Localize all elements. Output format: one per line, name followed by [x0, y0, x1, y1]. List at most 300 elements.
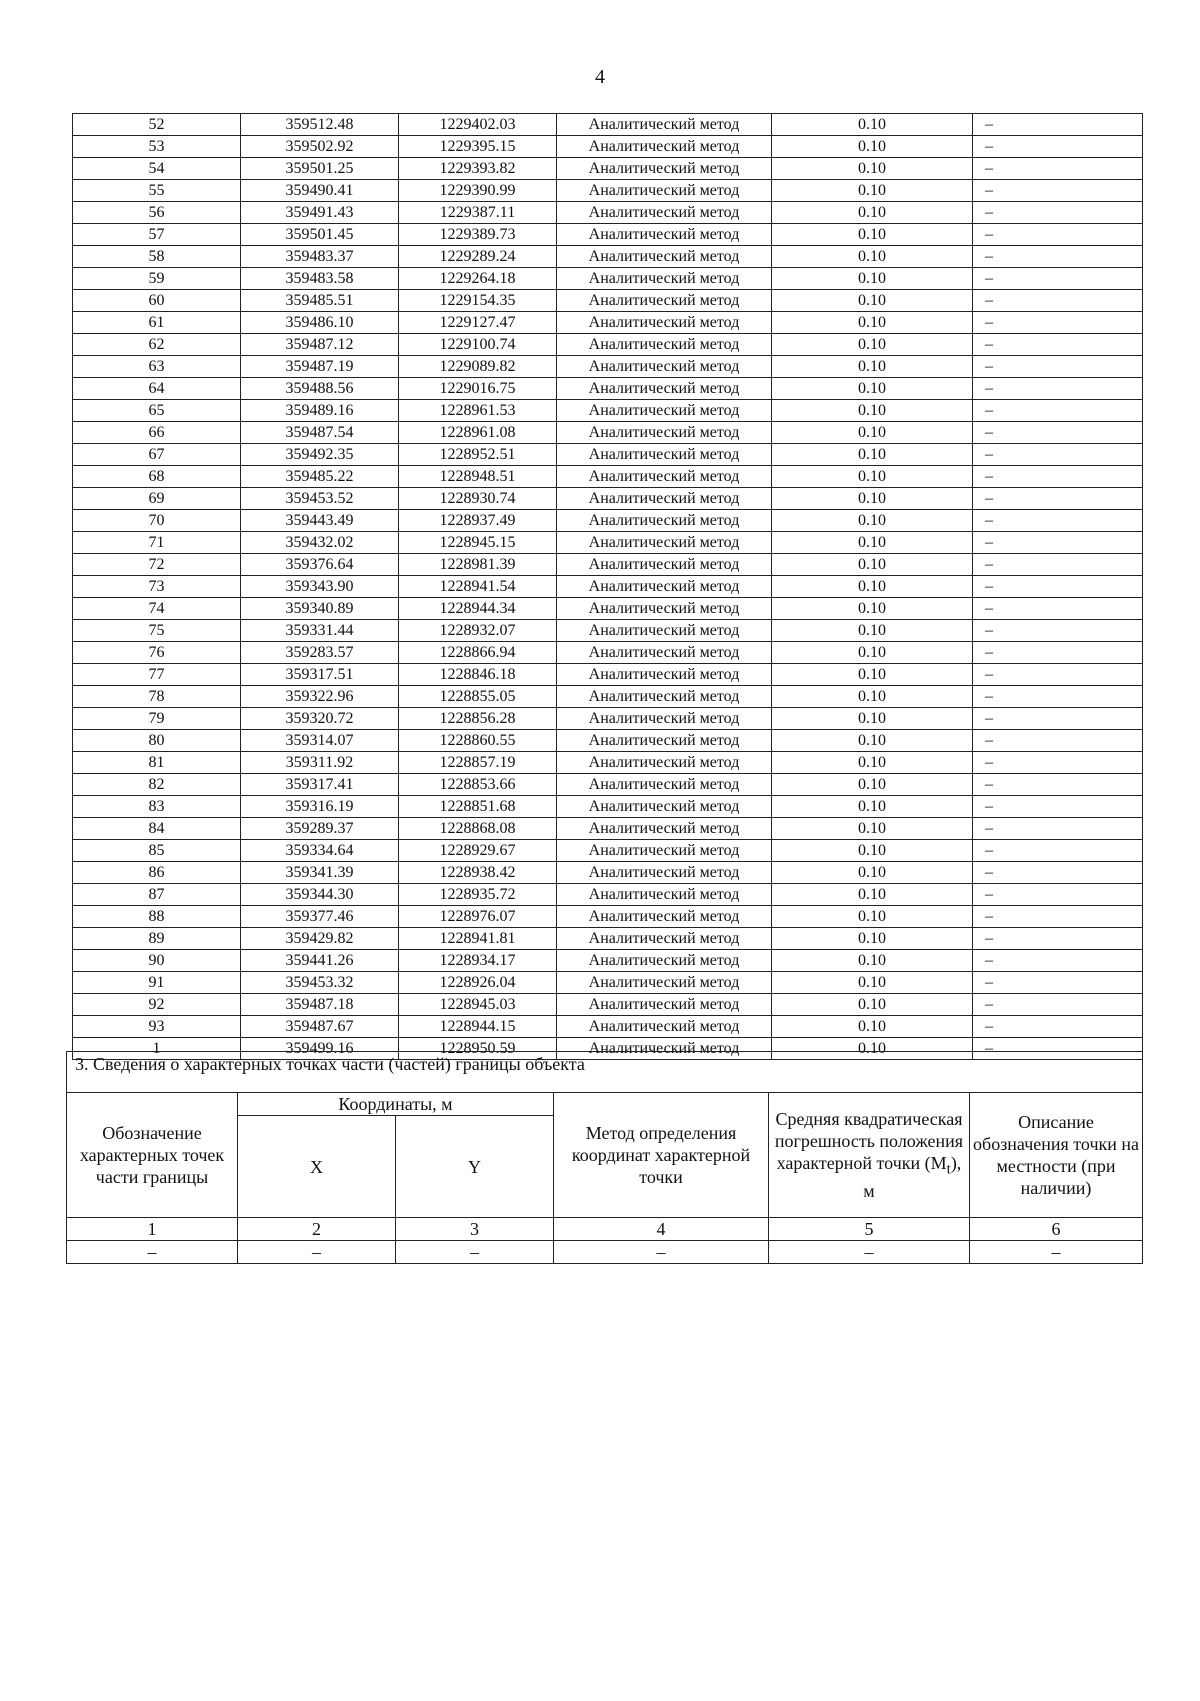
error-cell: 0.10 [772, 796, 973, 818]
x-coordinate-cell: 359492.35 [241, 444, 399, 466]
y-coordinate-cell: 1228866.94 [399, 642, 557, 664]
x-coordinate-cell: 359490.41 [241, 180, 399, 202]
table-row [73, 884, 1143, 906]
table-row [73, 290, 1143, 312]
description-cell: – [973, 1016, 1143, 1038]
table-row [73, 202, 1143, 224]
method-cell: Аналитический метод [557, 620, 772, 642]
point-number-cell: 52 [73, 114, 241, 136]
x-coordinate-cell: 359317.41 [241, 774, 399, 796]
y-coordinate-cell: 1228857.19 [399, 752, 557, 774]
header-coordinates: Координаты, м [238, 1093, 554, 1116]
point-number-cell: 93 [73, 1016, 241, 1038]
table-row [73, 774, 1143, 796]
table-row [73, 378, 1143, 400]
x-coordinate-cell: 359483.37 [241, 246, 399, 268]
y-coordinate-cell: 1229100.74 [399, 334, 557, 356]
point-number-cell: 76 [73, 642, 241, 664]
y-coordinate-cell: 1228846.18 [399, 664, 557, 686]
section3-title: 3. Сведения о характерных точках части (частей) границы объекта [67, 1052, 1143, 1093]
point-number-cell: 91 [73, 972, 241, 994]
method-cell: Аналитический метод [557, 246, 772, 268]
table-row [73, 796, 1143, 818]
method-cell: Аналитический метод [557, 708, 772, 730]
description-cell: – [973, 444, 1143, 466]
x-coordinate-cell: 359483.58 [241, 268, 399, 290]
x-coordinate-cell: 359289.37 [241, 818, 399, 840]
y-coordinate-cell: 1228935.72 [399, 884, 557, 906]
x-coordinate-cell: 359322.96 [241, 686, 399, 708]
description-cell: – [973, 884, 1143, 906]
method-cell: Аналитический метод [557, 862, 772, 884]
column-number: 4 [554, 1218, 769, 1241]
point-number-cell: 57 [73, 224, 241, 246]
y-coordinate-cell: 1228855.05 [399, 686, 557, 708]
y-coordinate-cell: 1229127.47 [399, 312, 557, 334]
point-number-cell: 71 [73, 532, 241, 554]
method-cell: Аналитический метод [557, 686, 772, 708]
point-number-cell: 82 [73, 774, 241, 796]
table-row [73, 224, 1143, 246]
table-row [73, 994, 1143, 1016]
y-coordinate-cell: 1228929.67 [399, 840, 557, 862]
description-cell: – [973, 928, 1143, 950]
method-cell: Аналитический метод [557, 532, 772, 554]
x-coordinate-cell: 359499.16 [241, 1038, 399, 1060]
point-number-cell: 56 [73, 202, 241, 224]
point-number-cell: 66 [73, 422, 241, 444]
table-row [73, 598, 1143, 620]
description-cell: – [973, 114, 1143, 136]
description-cell: – [973, 246, 1143, 268]
y-coordinate-cell: 1228860.55 [399, 730, 557, 752]
error-cell: 0.10 [772, 334, 973, 356]
table-row [73, 488, 1143, 510]
x-coordinate-cell: 359340.89 [241, 598, 399, 620]
description-cell: – [973, 136, 1143, 158]
header-x: X [238, 1116, 396, 1218]
description-cell: – [973, 576, 1143, 598]
header-mt-text: Средняя квадратическая погрешность положения характерной точки (M [774, 1108, 964, 1173]
point-number-cell: 87 [73, 884, 241, 906]
description-cell: – [973, 422, 1143, 444]
x-coordinate-cell: 359453.52 [241, 488, 399, 510]
method-cell: Аналитический метод [557, 576, 772, 598]
point-number-cell: 70 [73, 510, 241, 532]
point-number-cell: 78 [73, 686, 241, 708]
description-cell: – [973, 532, 1143, 554]
description-cell: – [973, 620, 1143, 642]
method-cell: Аналитический метод [557, 730, 772, 752]
x-coordinate-cell: 359487.18 [241, 994, 399, 1016]
header-mean-square-error [769, 1093, 970, 1218]
x-coordinate-cell: 359485.51 [241, 290, 399, 312]
y-coordinate-cell: 1228948.51 [399, 466, 557, 488]
header-mt-subscript: t [946, 1161, 951, 1178]
y-coordinate-cell: 1229387.11 [399, 202, 557, 224]
y-coordinate-cell: 1229389.73 [399, 224, 557, 246]
y-coordinate-cell: 1228937.49 [399, 510, 557, 532]
column-numbers-row [67, 1218, 1143, 1241]
y-coordinate-cell: 1229402.03 [399, 114, 557, 136]
error-cell: 0.10 [772, 1016, 973, 1038]
y-coordinate-cell: 1228944.15 [399, 1016, 557, 1038]
point-number-cell: 67 [73, 444, 241, 466]
y-coordinate-cell: 1228950.59 [399, 1038, 557, 1060]
y-coordinate-cell: 1228961.08 [399, 422, 557, 444]
error-cell: 0.10 [772, 202, 973, 224]
empty-data-row [67, 1241, 1143, 1264]
method-cell: Аналитический метод [557, 356, 772, 378]
method-cell: Аналитический метод [557, 136, 772, 158]
x-coordinate-cell: 359487.54 [241, 422, 399, 444]
description-cell: – [973, 510, 1143, 532]
error-cell: 0.10 [772, 642, 973, 664]
description-cell: – [973, 312, 1143, 334]
method-cell: Аналитический метод [557, 1016, 772, 1038]
error-cell: 0.10 [772, 136, 973, 158]
x-coordinate-cell: 359486.10 [241, 312, 399, 334]
y-coordinate-cell: 1228934.17 [399, 950, 557, 972]
description-cell: – [973, 840, 1143, 862]
table-row [73, 180, 1143, 202]
y-coordinate-cell: 1228868.08 [399, 818, 557, 840]
error-cell: 0.10 [772, 906, 973, 928]
point-number-cell: 59 [73, 268, 241, 290]
description-cell: – [973, 180, 1143, 202]
error-cell: 0.10 [772, 466, 973, 488]
y-coordinate-cell: 1228851.68 [399, 796, 557, 818]
y-coordinate-cell: 1228932.07 [399, 620, 557, 642]
y-coordinate-cell: 1229264.18 [399, 268, 557, 290]
y-coordinate-cell: 1229393.82 [399, 158, 557, 180]
error-cell: 0.10 [772, 884, 973, 906]
description-cell: – [973, 686, 1143, 708]
table-row [73, 818, 1143, 840]
error-cell: 0.10 [772, 686, 973, 708]
method-cell: Аналитический метод [557, 422, 772, 444]
error-cell: 0.10 [772, 422, 973, 444]
header-description: Описание обозначения точки на местности (при наличии) [970, 1093, 1143, 1218]
x-coordinate-cell: 359488.56 [241, 378, 399, 400]
method-cell: Аналитический метод [557, 488, 772, 510]
table-row [73, 576, 1143, 598]
method-cell: Аналитический метод [557, 510, 772, 532]
y-coordinate-cell: 1229016.75 [399, 378, 557, 400]
table-row [73, 400, 1143, 422]
point-number-cell: 58 [73, 246, 241, 268]
page-number: 4 [595, 66, 605, 88]
point-number-cell: 69 [73, 488, 241, 510]
x-coordinate-cell: 359512.48 [241, 114, 399, 136]
error-cell: 0.10 [772, 532, 973, 554]
x-coordinate-cell: 359441.26 [241, 950, 399, 972]
method-cell: Аналитический метод [557, 466, 772, 488]
method-cell: Аналитический метод [557, 994, 772, 1016]
description-cell: – [973, 488, 1143, 510]
method-cell: Аналитический метод [557, 796, 772, 818]
error-cell: 0.10 [772, 554, 973, 576]
table-row [73, 972, 1143, 994]
method-cell: Аналитический метод [557, 180, 772, 202]
table-row [73, 708, 1143, 730]
boundary-points-table [72, 113, 1143, 1060]
method-cell: Аналитический метод [557, 312, 772, 334]
table-row [73, 752, 1143, 774]
column-number: 5 [769, 1218, 970, 1241]
point-number-cell: 54 [73, 158, 241, 180]
y-coordinate-cell: 1228945.03 [399, 994, 557, 1016]
method-cell: Аналитический метод [557, 202, 772, 224]
table-row [73, 444, 1143, 466]
error-cell: 0.10 [772, 774, 973, 796]
description-cell: – [973, 158, 1143, 180]
method-cell: Аналитический метод [557, 158, 772, 180]
description-cell: – [973, 708, 1143, 730]
error-cell: 0.10 [772, 818, 973, 840]
boundary-points-body [73, 114, 1143, 1060]
y-coordinate-cell: 1228941.81 [399, 928, 557, 950]
y-coordinate-cell: 1228981.39 [399, 554, 557, 576]
table-row [73, 510, 1143, 532]
method-cell: Аналитический метод [557, 1038, 772, 1060]
y-coordinate-cell: 1228941.54 [399, 576, 557, 598]
table-row [73, 950, 1143, 972]
error-cell: 0.10 [772, 356, 973, 378]
empty-cell: – [554, 1241, 769, 1264]
point-number-cell: 92 [73, 994, 241, 1016]
point-number-cell: 60 [73, 290, 241, 312]
point-number-cell: 1 [73, 1038, 241, 1060]
y-coordinate-cell: 1228938.42 [399, 862, 557, 884]
table-row [73, 268, 1143, 290]
description-cell: – [973, 906, 1143, 928]
method-cell: Аналитический метод [557, 752, 772, 774]
table-row [73, 686, 1143, 708]
error-cell: 0.10 [772, 598, 973, 620]
y-coordinate-cell: 1229289.24 [399, 246, 557, 268]
description-cell: – [973, 774, 1143, 796]
point-number-cell: 88 [73, 906, 241, 928]
empty-cell: – [769, 1241, 970, 1264]
error-cell: 0.10 [772, 928, 973, 950]
point-number-cell: 89 [73, 928, 241, 950]
column-number: 3 [396, 1218, 554, 1241]
point-number-cell: 75 [73, 620, 241, 642]
table-row [73, 466, 1143, 488]
y-coordinate-cell: 1228856.28 [399, 708, 557, 730]
method-cell: Аналитический метод [557, 598, 772, 620]
error-cell: 0.10 [772, 378, 973, 400]
y-coordinate-cell: 1228930.74 [399, 488, 557, 510]
error-cell: 0.10 [772, 246, 973, 268]
section3-table [66, 1051, 1143, 1264]
point-number-cell: 55 [73, 180, 241, 202]
error-cell: 0.10 [772, 400, 973, 422]
table-row [73, 1016, 1143, 1038]
table-row [73, 642, 1143, 664]
y-coordinate-cell: 1228853.66 [399, 774, 557, 796]
table-row [73, 158, 1143, 180]
error-cell: 0.10 [772, 158, 973, 180]
method-cell: Аналитический метод [557, 972, 772, 994]
error-cell: 0.10 [772, 950, 973, 972]
description-cell: – [973, 642, 1143, 664]
empty-cell: – [67, 1241, 238, 1264]
method-cell: Аналитический метод [557, 444, 772, 466]
point-number-cell: 83 [73, 796, 241, 818]
table-row [73, 356, 1143, 378]
x-coordinate-cell: 359429.82 [241, 928, 399, 950]
table-row [73, 928, 1143, 950]
description-cell: – [973, 752, 1143, 774]
y-coordinate-cell: 1229395.15 [399, 136, 557, 158]
description-cell: – [973, 400, 1143, 422]
table-row [73, 906, 1143, 928]
method-cell: Аналитический метод [557, 950, 772, 972]
x-coordinate-cell: 359376.64 [241, 554, 399, 576]
y-coordinate-cell: 1228944.34 [399, 598, 557, 620]
x-coordinate-cell: 359489.16 [241, 400, 399, 422]
x-coordinate-cell: 359501.25 [241, 158, 399, 180]
description-cell: – [973, 378, 1143, 400]
description-cell: – [973, 202, 1143, 224]
table-row [73, 312, 1143, 334]
error-cell: 0.10 [772, 730, 973, 752]
method-cell: Аналитический метод [557, 664, 772, 686]
method-cell: Аналитический метод [557, 906, 772, 928]
table-row [73, 422, 1143, 444]
error-cell: 0.10 [772, 312, 973, 334]
error-cell: 0.10 [772, 444, 973, 466]
point-number-cell: 80 [73, 730, 241, 752]
point-number-cell: 81 [73, 752, 241, 774]
method-cell: Аналитический метод [557, 554, 772, 576]
table-row [73, 532, 1143, 554]
error-cell: 0.10 [772, 114, 973, 136]
description-cell: – [973, 950, 1143, 972]
error-cell: 0.10 [772, 180, 973, 202]
error-cell: 0.10 [772, 664, 973, 686]
description-cell: – [973, 268, 1143, 290]
point-number-cell: 53 [73, 136, 241, 158]
description-cell: – [973, 598, 1143, 620]
error-cell: 0.10 [772, 840, 973, 862]
description-cell: – [973, 554, 1143, 576]
point-number-cell: 72 [73, 554, 241, 576]
description-cell: – [973, 466, 1143, 488]
x-coordinate-cell: 359283.57 [241, 642, 399, 664]
column-number: 2 [238, 1218, 396, 1241]
point-number-cell: 84 [73, 818, 241, 840]
method-cell: Аналитический метод [557, 642, 772, 664]
table-row [73, 136, 1143, 158]
description-cell: – [973, 862, 1143, 884]
x-coordinate-cell: 359502.92 [241, 136, 399, 158]
error-cell: 0.10 [772, 862, 973, 884]
method-cell: Аналитический метод [557, 884, 772, 906]
y-coordinate-cell: 1228961.53 [399, 400, 557, 422]
method-cell: Аналитический метод [557, 224, 772, 246]
description-cell: – [973, 972, 1143, 994]
x-coordinate-cell: 359485.22 [241, 466, 399, 488]
error-cell: 0.10 [772, 576, 973, 598]
method-cell: Аналитический метод [557, 400, 772, 422]
empty-cell: – [238, 1241, 396, 1264]
description-cell: – [973, 994, 1143, 1016]
x-coordinate-cell: 359331.44 [241, 620, 399, 642]
point-number-cell: 68 [73, 466, 241, 488]
description-cell: – [973, 796, 1143, 818]
point-number-cell: 79 [73, 708, 241, 730]
header-mt-unit: ), м [863, 1152, 962, 1202]
error-cell: 0.10 [772, 224, 973, 246]
description-cell: – [973, 334, 1143, 356]
point-number-cell: 63 [73, 356, 241, 378]
error-cell: 0.10 [772, 752, 973, 774]
y-coordinate-cell: 1229154.35 [399, 290, 557, 312]
header-y: Y [396, 1116, 554, 1218]
table-row [73, 620, 1143, 642]
x-coordinate-cell: 359443.49 [241, 510, 399, 532]
x-coordinate-cell: 359377.46 [241, 906, 399, 928]
method-cell: Аналитический метод [557, 774, 772, 796]
error-cell: 0.10 [772, 1038, 973, 1060]
x-coordinate-cell: 359432.02 [241, 532, 399, 554]
header-method: Метод определения координат характерной точки [554, 1093, 769, 1218]
x-coordinate-cell: 359453.32 [241, 972, 399, 994]
description-cell: – [973, 664, 1143, 686]
x-coordinate-cell: 359501.45 [241, 224, 399, 246]
error-cell: 0.10 [772, 488, 973, 510]
y-coordinate-cell: 1228952.51 [399, 444, 557, 466]
error-cell: 0.10 [772, 708, 973, 730]
method-cell: Аналитический метод [557, 840, 772, 862]
table-row [73, 840, 1143, 862]
header-designation: Обозначение характерных точек части границы [67, 1093, 238, 1218]
table-row [73, 114, 1143, 136]
point-number-cell: 65 [73, 400, 241, 422]
x-coordinate-cell: 359316.19 [241, 796, 399, 818]
error-cell: 0.10 [772, 620, 973, 642]
column-number: 6 [970, 1218, 1143, 1241]
error-cell: 0.10 [772, 510, 973, 532]
table-row [73, 730, 1143, 752]
point-number-cell: 73 [73, 576, 241, 598]
table-row [73, 664, 1143, 686]
point-number-cell: 74 [73, 598, 241, 620]
x-coordinate-cell: 359344.30 [241, 884, 399, 906]
empty-cell: – [970, 1241, 1143, 1264]
y-coordinate-cell: 1228945.15 [399, 532, 557, 554]
x-coordinate-cell: 359334.64 [241, 840, 399, 862]
point-number-cell: 77 [73, 664, 241, 686]
description-cell: – [973, 818, 1143, 840]
point-number-cell: 62 [73, 334, 241, 356]
x-coordinate-cell: 359491.43 [241, 202, 399, 224]
y-coordinate-cell: 1229089.82 [399, 356, 557, 378]
description-cell: – [973, 356, 1143, 378]
description-cell: – [973, 290, 1143, 312]
method-cell: Аналитический метод [557, 290, 772, 312]
error-cell: 0.10 [772, 290, 973, 312]
method-cell: Аналитический метод [557, 268, 772, 290]
error-cell: 0.10 [772, 268, 973, 290]
point-number-cell: 86 [73, 862, 241, 884]
error-cell: 0.10 [772, 994, 973, 1016]
y-coordinate-cell: 1229390.99 [399, 180, 557, 202]
description-cell: – [973, 224, 1143, 246]
